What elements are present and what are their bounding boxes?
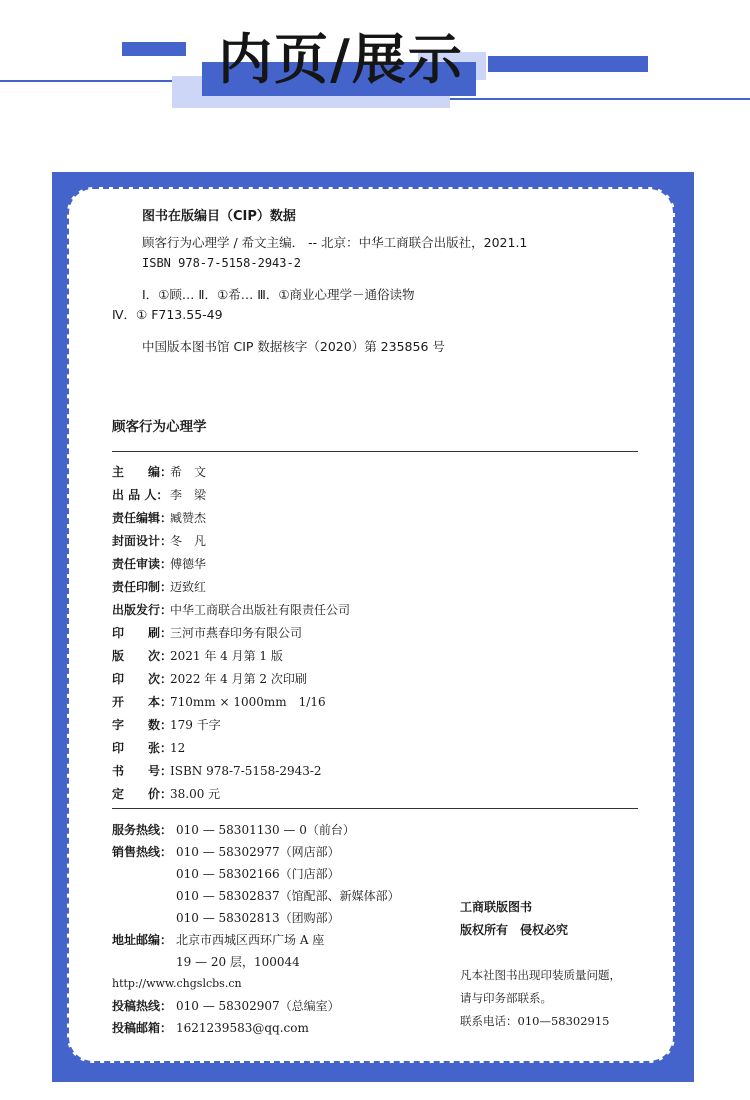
service-hotline <box>112 821 355 839</box>
credit-value: 12 <box>170 741 186 755</box>
credit-value: 李 梁 <box>170 488 207 502</box>
header-accent-block-right <box>488 56 648 72</box>
credit-row <box>112 486 206 504</box>
cip-record-number: 中国版本图书馆 CIP 数据核字（2020）第 235856 号 <box>142 339 445 354</box>
credit-label: 印 张： <box>112 741 173 755</box>
submission-email-value[interactable]: 1621239583@qq.com <box>176 1021 309 1035</box>
credit-label: 版 次： <box>112 649 173 663</box>
submission-hotline <box>112 997 340 1015</box>
credit-row <box>112 670 307 688</box>
sales-line-4: 010 — 58302813（团购部） <box>176 911 340 925</box>
cip-classification-1: Ⅰ．①顾… Ⅱ．①希… Ⅲ．①商业心理学－通俗读物 <box>142 287 415 302</box>
credit-row <box>112 578 206 596</box>
address <box>112 931 324 949</box>
divider-bottom <box>112 808 638 809</box>
credit-value: 三河市燕春印务有限公司 <box>170 626 303 640</box>
credit-value: 中华工商联合出版社有限责任公司 <box>170 603 351 617</box>
service-hotline-label: 服务热线： <box>112 823 173 837</box>
credit-label: 开 本： <box>112 695 173 709</box>
credit-value: 希 文 <box>170 465 207 479</box>
credit-label: 印 次： <box>112 672 173 686</box>
credit-row <box>112 716 221 734</box>
sales-hotline-label: 销售热线： <box>112 845 173 859</box>
submission-email <box>112 1019 309 1037</box>
credit-value: ISBN 978-7-5158-2943-2 <box>170 764 322 778</box>
credit-row <box>112 693 326 711</box>
service-hotline-value: 010 — 58301130 — 0（前台） <box>176 823 355 837</box>
credit-label: 出版发行： <box>112 603 173 617</box>
copyright-notice: 版权所有 侵权必究 <box>460 923 569 937</box>
cip-heading: 图书在版编目（CIP）数据 <box>142 209 296 224</box>
credit-label: 责任审读： <box>112 557 173 571</box>
credit-value: 38.00 元 <box>170 787 221 801</box>
credit-row <box>112 601 350 619</box>
address-line-1: 北京市西城区西环广场 A 座 <box>176 933 325 947</box>
credit-label: 责任印制： <box>112 580 173 594</box>
credit-row <box>112 647 283 665</box>
credit-label: 书 号： <box>112 764 173 778</box>
credit-value: 2022 年 4 月第 2 次印刷 <box>170 672 307 686</box>
sales-line-2: 010 — 58302166（门店部） <box>176 867 340 881</box>
credit-row <box>112 624 302 642</box>
submission-hotline-value: 010 — 58302907（总编室） <box>176 999 340 1013</box>
quality-notice-1: 凡本社图书出现印装质量问题， <box>460 968 621 982</box>
credit-label: 字 数： <box>112 718 173 732</box>
credit-label: 封面设计： <box>112 534 173 548</box>
cip-classification-2: Ⅳ．① F713.55-49 <box>112 307 223 322</box>
address-line-2: 19 — 20 层，100044 <box>176 955 300 969</box>
credit-row <box>112 509 206 527</box>
sales-line-1: 010 — 58302977（网店部） <box>176 845 340 859</box>
credit-value: 179 千字 <box>170 718 221 732</box>
credit-row <box>112 762 322 780</box>
credit-value: 2021 年 4 月第 1 版 <box>170 649 283 663</box>
submission-email-label: 投稿邮箱： <box>112 1021 173 1035</box>
credit-label: 出 品 人： <box>112 488 169 502</box>
credit-value: 迈致红 <box>170 580 207 594</box>
sales-hotline <box>112 843 340 861</box>
credit-value: 傅德华 <box>170 557 207 571</box>
cip-isbn: ISBN 978-7-5158-2943-2 <box>142 256 301 270</box>
credit-value: 710mm × 1000mm 1/16 <box>170 695 326 709</box>
submission-hotline-label: 投稿热线： <box>112 999 173 1013</box>
credit-label: 责任编辑： <box>112 511 173 525</box>
quality-notice-2: 请与印务部联系。 <box>460 991 552 1005</box>
credit-value: 臧赞杰 <box>170 511 207 525</box>
cip-line-1: 顾客行为心理学 / 希文主编． -- 北京：中华工商联合出版社，2021.1 <box>142 235 528 250</box>
sales-line-3: 010 — 58302837（馆配部、新媒体部） <box>176 889 400 903</box>
credit-label: 印 刷： <box>112 626 173 640</box>
credit-row <box>112 532 206 550</box>
credit-value: 冬 凡 <box>170 534 207 548</box>
credit-row <box>112 555 206 573</box>
quality-notice-phone: 联系电话：010—58302915 <box>460 1014 610 1028</box>
credit-row <box>112 739 185 757</box>
credit-label: 主 编： <box>112 465 173 479</box>
credit-row <box>112 785 220 803</box>
publisher-brand: 工商联版图书 <box>460 900 533 914</box>
credit-label: 定 价： <box>112 787 173 801</box>
website-link[interactable]: http://www.chgslcbs.cn <box>112 977 242 990</box>
book-title: 顾客行为心理学 <box>112 419 207 435</box>
address-label: 地址邮编： <box>112 933 173 947</box>
page-title: 内页/展示 <box>218 27 464 91</box>
header-accent-block <box>122 42 186 56</box>
credit-row <box>112 463 206 481</box>
divider-top <box>112 451 638 452</box>
